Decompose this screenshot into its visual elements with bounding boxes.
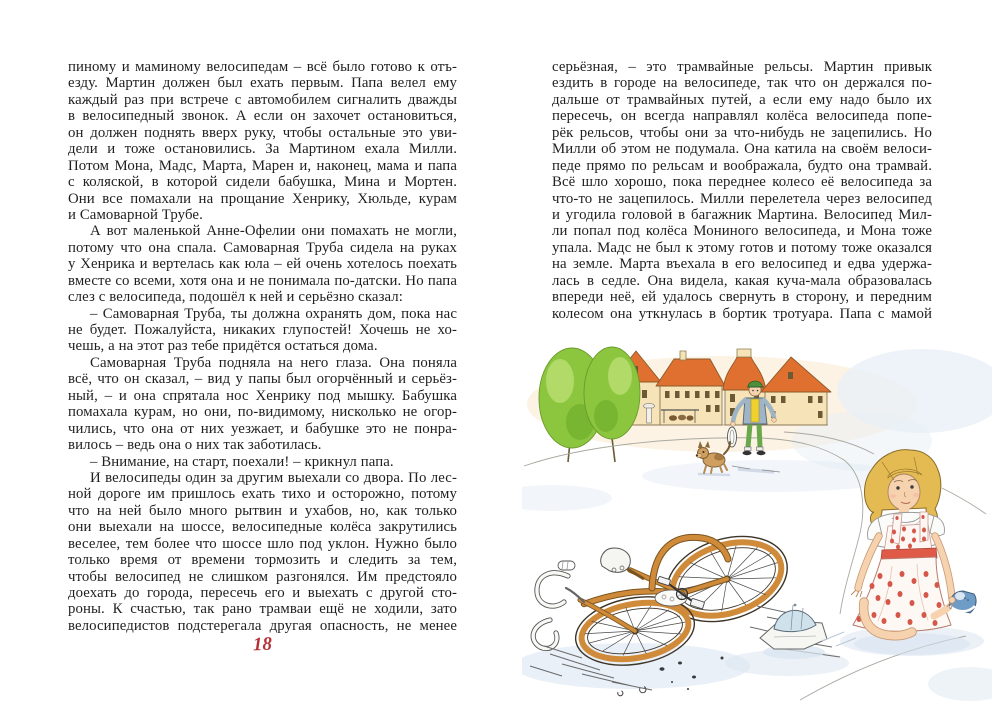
text-line: роны. К счастью, так рано трамваи ещё не ходили, зато	[68, 601, 457, 618]
text-line: помахала курам, но они, по-видимому, нисколько не огор-	[68, 404, 457, 421]
text-line: потому что она спала. Самоварная Труба сидела на руках	[68, 239, 457, 256]
text-line: Всё шло хорошо, пока переднее колесо её велосипеда за	[552, 174, 932, 191]
text-line: Самоварная Труба подняла на него глаза. Она поняла	[90, 354, 457, 371]
text-line: только время от времени тормозить и следить за тем,	[68, 552, 457, 569]
text-line: они выехали на шоссе, велосипедные колёса закрутились	[68, 519, 457, 536]
text-line: И велосипеды один за другим выехали со двора. По лес-	[90, 469, 457, 486]
text-line: чтобы велосипед не слишком разгонялся. Им предстояло	[68, 568, 457, 585]
text-line: с коляской, в которой сидели бабушка, Мина и Мортен.	[68, 174, 457, 191]
text-line: педе прямо по рельсам и воображала, будто она трамвай.	[552, 157, 932, 174]
text-line: и Самоварной Трубе.	[68, 206, 203, 223]
text-line: Потом Мона, Мадс, Марта, Марен и, наконец, мама и папа	[68, 157, 457, 174]
text-line: ездить в городе на велосипеде, так что он держался по-	[552, 75, 932, 92]
text-line: упала. Мадс не был к этому готов и потому тоже оказался	[552, 239, 932, 256]
text-line: ной дороге им пришлось ехать тихо и осторожно, потому	[68, 486, 457, 503]
text-line: рёк рельсов, чтобы они за что-нибудь не зацепились. Но	[552, 124, 932, 141]
text-line: на земле. Марта въехала в его велосипед и едва удержа-	[552, 256, 932, 273]
fallen-cap	[760, 604, 827, 659]
text-line: он должен поднять вверх руку, чтобы остальные это уви-	[68, 124, 457, 141]
text-line: серьёзная, – это трамвайные рельсы. Мартин привык	[552, 59, 932, 75]
text-line: – Самоварная Труба, ты должна охранять дом, пока нас	[90, 305, 457, 322]
text-line: слез с велосипеда, подошёл к ней и серьёзно сказал:	[68, 289, 404, 306]
text-line: вместе со всеми, хотя она и не понимала по-датски. Но папа	[68, 272, 457, 289]
text-line: пересечь, он всегда направлял колёса велосипеда попе-	[552, 108, 932, 125]
text-line: вилось – ведь она о них так заботилась.	[68, 437, 322, 454]
text-line: всё, что он сказал, – вид у папы был огорчённый и серьёз-	[68, 371, 457, 388]
text-line: что на ней было много рытвин и ухабов, но, как только	[68, 502, 457, 519]
text-line: чешь, а на этот раз тебе придётся остаться дома.	[68, 338, 378, 355]
text-line: не будет. Пожалуйста, никаких глупостей! Хочешь не хо-	[68, 322, 457, 338]
text-line: колесом она уткнулась в бортик тротуара. Папа с мамой	[552, 305, 932, 322]
page-number: 18	[252, 633, 273, 656]
text-line: в велосипедный звонок. А если он захочет остановиться,	[68, 108, 457, 125]
text-line: Милли об этом не подумала. Она катила на своём велоси-	[552, 141, 932, 158]
text-line: велосипедистов подстерегала другая опасность, не менее	[68, 617, 457, 634]
text-line: чились, что она от них уезжает, и бабушке это не понра-	[68, 420, 457, 437]
left-page-text	[68, 59, 457, 634]
text-line: – Внимание, на старт, поехали! – крикнул папа.	[90, 453, 394, 470]
text-line: А вот маленькой Анне-Офелии они помахать не могли,	[90, 223, 457, 240]
story-illustration	[522, 336, 992, 708]
text-line: ный, – и она спрятала нос Хенрику под мышку. Бабушка	[68, 387, 457, 404]
text-line: лась в седле. Она видела, какая куча-мала образовалась	[552, 272, 932, 289]
text-line: езду. Мартин должен был ехать первым. Папа велел ему	[68, 75, 457, 92]
text-line: дели и тоже остановились. За Мартином ехала Милли.	[68, 141, 457, 158]
text-line: Они все помахали на прощание Хенрику, Хюльде, курам	[68, 190, 457, 207]
text-line: впереди неё, ей удалось свернуть в сторону, и передним	[552, 289, 932, 306]
bicycle-saddle	[601, 548, 644, 579]
text-line: что-то не зацепилось. Милли перелетела через велосипед	[552, 190, 932, 207]
text-line: дальше от трамвайных путей, а если ему надо было их	[552, 91, 932, 108]
text-line: и угодила головой в багажник Мартина. Велосипед Мил-	[552, 206, 932, 223]
right-page-text	[552, 59, 932, 322]
text-line: веселее, тем более что шоссе шло под уклон. Нужно было	[68, 535, 457, 552]
text-line: у Хенрика и вертелась как юла – ей очень хотелось поехать	[68, 256, 457, 273]
text-line: каждый раз при встрече с автомобилем сигналить дважды	[68, 91, 457, 108]
text-line: ли попал под колёса Мониного велосипеда, и Мона тоже	[552, 223, 932, 240]
text-line: пиному и маминому велосипедам – всё было готово к отъ-	[68, 59, 457, 75]
text-line: доехать до города, пересечь его и выехать с другой сто-	[68, 585, 457, 601]
